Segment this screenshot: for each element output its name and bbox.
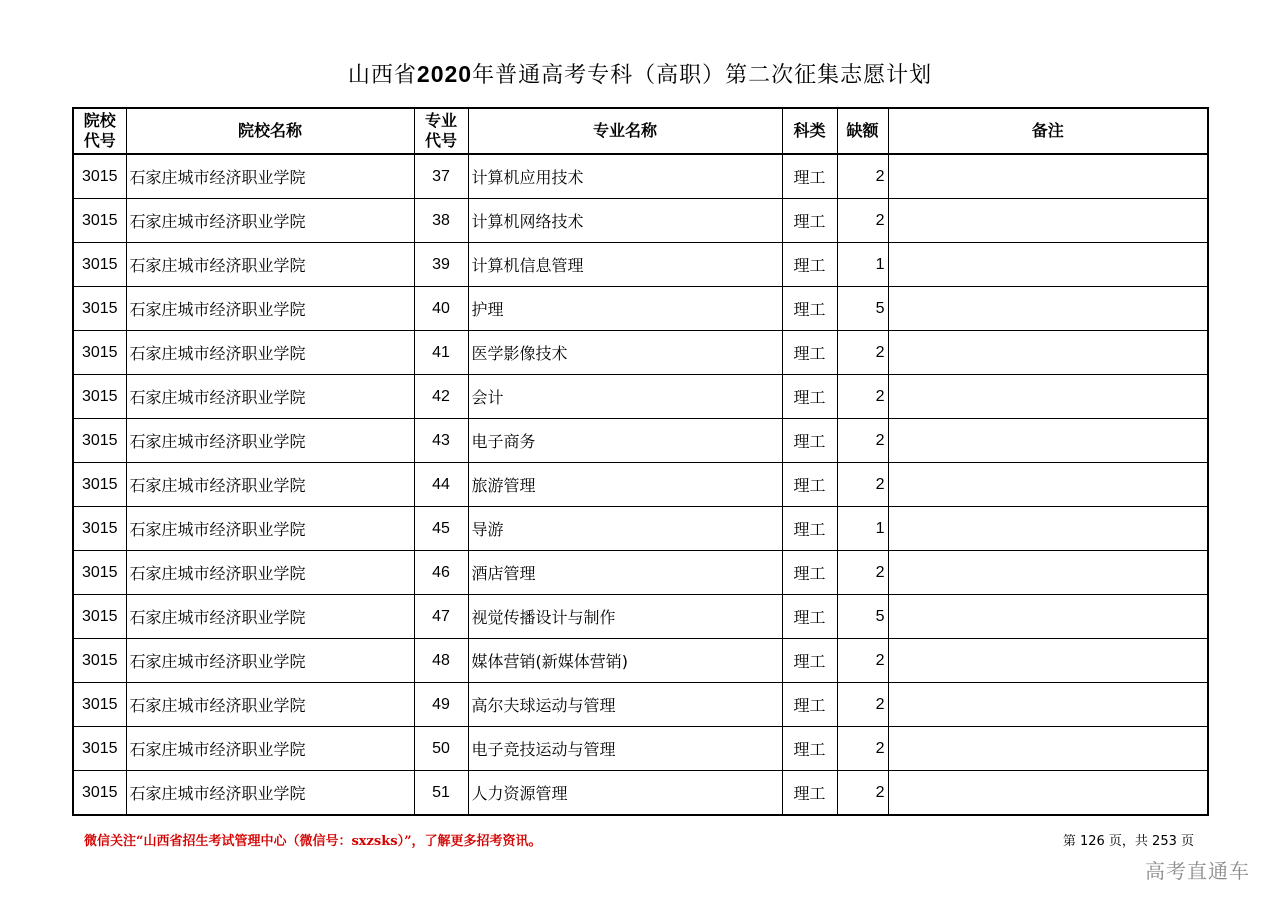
cell-category: 理工 — [782, 287, 837, 331]
cell-vacancies: 2 — [837, 683, 888, 727]
header-major-name: 专业名称 — [468, 108, 782, 154]
cell-category: 理工 — [782, 199, 837, 243]
cell-remarks — [888, 199, 1208, 243]
cell-major-name: 电子商务 — [468, 419, 782, 463]
cell-remarks — [888, 507, 1208, 551]
cell-major-name: 计算机应用技术 — [468, 154, 782, 199]
cell-school-name: 石家庄城市经济职业学院 — [126, 243, 414, 287]
table-header-row — [73, 108, 1208, 154]
table-row — [73, 683, 1208, 727]
cell-major-name: 计算机信息管理 — [468, 243, 782, 287]
cell-major-code: 46 — [414, 551, 468, 595]
cell-major-code: 39 — [414, 243, 468, 287]
cell-vacancies: 2 — [837, 727, 888, 771]
cell-major-name: 护理 — [468, 287, 782, 331]
cell-school-code: 3015 — [73, 463, 126, 507]
table-row — [73, 727, 1208, 771]
cell-category: 理工 — [782, 595, 837, 639]
cell-major-name: 人力资源管理 — [468, 771, 782, 816]
cell-vacancies: 2 — [837, 771, 888, 816]
table-row — [73, 375, 1208, 419]
cell-category: 理工 — [782, 375, 837, 419]
cell-remarks — [888, 419, 1208, 463]
cell-category: 理工 — [782, 419, 837, 463]
cell-major-code: 43 — [414, 419, 468, 463]
cell-school-code: 3015 — [73, 331, 126, 375]
cell-major-code: 49 — [414, 683, 468, 727]
cell-school-code: 3015 — [73, 639, 126, 683]
table-row — [73, 243, 1208, 287]
cell-vacancies: 1 — [837, 243, 888, 287]
cell-remarks — [888, 375, 1208, 419]
table-row — [73, 771, 1208, 816]
header-major-code: 专业 代号 — [414, 108, 468, 154]
wechat-notice: 微信关注“山西省招生考试管理中心（微信号：sxzsks）”，了解更多招考资讯。 — [84, 834, 542, 849]
header-school-code: 院校 代号 — [73, 108, 126, 154]
cell-category: 理工 — [782, 639, 837, 683]
cell-major-code: 44 — [414, 463, 468, 507]
cell-category: 理工 — [782, 771, 837, 816]
cell-vacancies: 2 — [837, 331, 888, 375]
cell-major-code: 37 — [414, 154, 468, 199]
cell-vacancies: 2 — [837, 419, 888, 463]
cell-category: 理工 — [782, 507, 837, 551]
cell-major-code: 45 — [414, 507, 468, 551]
header-category: 科类 — [782, 108, 837, 154]
cell-remarks — [888, 243, 1208, 287]
cell-school-name: 石家庄城市经济职业学院 — [126, 727, 414, 771]
cell-school-code: 3015 — [73, 287, 126, 331]
title-suffix: 年普通高考专科（高职）第二次征集志愿计划 — [472, 63, 933, 88]
cell-school-code: 3015 — [73, 595, 126, 639]
cell-major-name: 导游 — [468, 507, 782, 551]
cell-vacancies: 1 — [837, 507, 888, 551]
cell-vacancies: 2 — [837, 639, 888, 683]
enrollment-plan-table — [72, 107, 1209, 816]
cell-remarks — [888, 463, 1208, 507]
table-row — [73, 331, 1208, 375]
watermark-text: 高考直通车 — [1145, 859, 1250, 883]
cell-category: 理工 — [782, 727, 837, 771]
cell-school-code: 3015 — [73, 771, 126, 816]
page-number: 第 126 页，共 253 页 — [1062, 834, 1194, 849]
cell-major-code: 38 — [414, 199, 468, 243]
cell-remarks — [888, 683, 1208, 727]
page-title — [0, 58, 1280, 89]
table-row — [73, 595, 1208, 639]
cell-school-name: 石家庄城市经济职业学院 — [126, 771, 414, 816]
table-row — [73, 551, 1208, 595]
cell-school-name: 石家庄城市经济职业学院 — [126, 154, 414, 199]
cell-school-code: 3015 — [73, 507, 126, 551]
table-row — [73, 419, 1208, 463]
cell-school-code: 3015 — [73, 375, 126, 419]
cell-school-name: 石家庄城市经济职业学院 — [126, 639, 414, 683]
cell-major-code: 47 — [414, 595, 468, 639]
cell-school-name: 石家庄城市经济职业学院 — [126, 551, 414, 595]
cell-school-code: 3015 — [73, 551, 126, 595]
cell-vacancies: 2 — [837, 199, 888, 243]
header-vacancies: 缺额 — [837, 108, 888, 154]
cell-major-code: 50 — [414, 727, 468, 771]
cell-major-name: 旅游管理 — [468, 463, 782, 507]
cell-remarks — [888, 727, 1208, 771]
cell-vacancies: 5 — [837, 595, 888, 639]
cell-vacancies: 2 — [837, 463, 888, 507]
header-remarks: 备注 — [888, 108, 1208, 154]
table-row — [73, 463, 1208, 507]
cell-remarks — [888, 595, 1208, 639]
cell-category: 理工 — [782, 551, 837, 595]
table-row — [73, 507, 1208, 551]
table-row — [73, 199, 1208, 243]
table-row — [73, 287, 1208, 331]
cell-vacancies: 2 — [837, 375, 888, 419]
cell-school-name: 石家庄城市经济职业学院 — [126, 507, 414, 551]
cell-category: 理工 — [782, 243, 837, 287]
cell-school-code: 3015 — [73, 727, 126, 771]
title-year: 2020 — [416, 61, 473, 87]
cell-major-name: 医学影像技术 — [468, 331, 782, 375]
cell-school-name: 石家庄城市经济职业学院 — [126, 331, 414, 375]
cell-school-code: 3015 — [73, 419, 126, 463]
cell-school-name: 石家庄城市经济职业学院 — [126, 287, 414, 331]
cell-major-name: 计算机网络技术 — [468, 199, 782, 243]
cell-remarks — [888, 551, 1208, 595]
cell-category: 理工 — [782, 154, 837, 199]
cell-vacancies: 2 — [837, 154, 888, 199]
cell-major-name: 酒店管理 — [468, 551, 782, 595]
cell-school-code: 3015 — [73, 199, 126, 243]
cell-vacancies: 5 — [837, 287, 888, 331]
cell-school-code: 3015 — [73, 154, 126, 199]
cell-school-name: 石家庄城市经济职业学院 — [126, 683, 414, 727]
cell-major-code: 41 — [414, 331, 468, 375]
header-school-name: 院校名称 — [126, 108, 414, 154]
cell-school-code: 3015 — [73, 683, 126, 727]
cell-school-name: 石家庄城市经济职业学院 — [126, 199, 414, 243]
cell-school-name: 石家庄城市经济职业学院 — [126, 375, 414, 419]
cell-remarks — [888, 639, 1208, 683]
cell-major-name: 媒体营销(新媒体营销) — [468, 639, 782, 683]
cell-major-code: 48 — [414, 639, 468, 683]
cell-category: 理工 — [782, 331, 837, 375]
cell-major-code: 42 — [414, 375, 468, 419]
cell-category: 理工 — [782, 463, 837, 507]
cell-category: 理工 — [782, 683, 837, 727]
cell-major-name: 视觉传播设计与制作 — [468, 595, 782, 639]
cell-major-code: 40 — [414, 287, 468, 331]
title-prefix: 山西省 — [347, 63, 417, 88]
cell-major-code: 51 — [414, 771, 468, 816]
cell-remarks — [888, 154, 1208, 199]
cell-remarks — [888, 331, 1208, 375]
cell-remarks — [888, 771, 1208, 816]
cell-vacancies: 2 — [837, 551, 888, 595]
cell-major-name: 会计 — [468, 375, 782, 419]
cell-major-name: 高尔夫球运动与管理 — [468, 683, 782, 727]
table-row — [73, 154, 1208, 199]
cell-remarks — [888, 287, 1208, 331]
cell-major-name: 电子竞技运动与管理 — [468, 727, 782, 771]
table-row — [73, 639, 1208, 683]
cell-school-name: 石家庄城市经济职业学院 — [126, 419, 414, 463]
cell-school-name: 石家庄城市经济职业学院 — [126, 595, 414, 639]
cell-school-name: 石家庄城市经济职业学院 — [126, 463, 414, 507]
cell-school-code: 3015 — [73, 243, 126, 287]
